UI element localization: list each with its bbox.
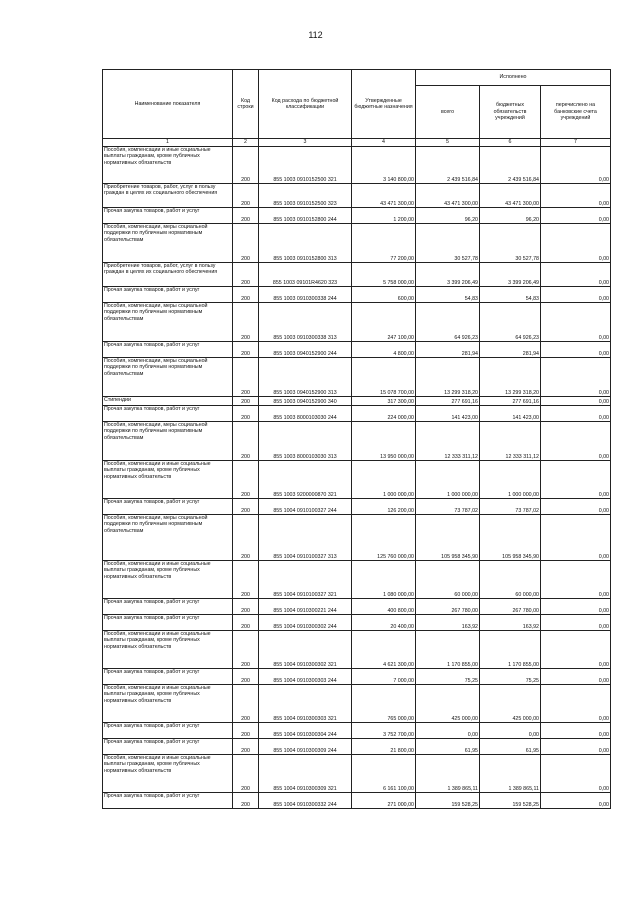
- column-number: 4: [352, 139, 416, 147]
- row-obligations: 1 389 865,11: [480, 755, 541, 793]
- table-row: [103, 147, 611, 184]
- row-executed-total: 2 439 516,84: [416, 147, 480, 184]
- row-transferred: 0,00: [541, 461, 611, 499]
- row-line-code: 200: [233, 793, 259, 809]
- row-line-code: 200: [233, 358, 259, 397]
- header-transferred: перечислено на банковские счета учреждений: [541, 86, 611, 139]
- row-obligations: 267 780,00: [480, 599, 541, 615]
- header-approved: Утвержденные бюджетные назначения: [352, 70, 416, 139]
- row-budget-code: 855 1004 0910300303 321: [259, 685, 352, 723]
- row-name: Прочая закупка товаров, работ и услуг: [103, 669, 233, 685]
- table-body: [103, 147, 611, 809]
- column-number: 2: [233, 139, 259, 147]
- row-name: Пособия, компенсации, меры социальной поддержки по публичным нормативным обязательствам: [103, 422, 233, 461]
- table-row: [103, 685, 611, 723]
- row-executed-total: 1 389 865,11: [416, 755, 480, 793]
- row-budget-code: 855 1003 8000103030 244: [259, 406, 352, 422]
- row-transferred: 0,00: [541, 599, 611, 615]
- row-executed-total: 159 528,25: [416, 793, 480, 809]
- table-row: [103, 723, 611, 739]
- row-obligations: 75,25: [480, 669, 541, 685]
- table-row: [103, 406, 611, 422]
- row-budget-code: 855 1004 0910100327 244: [259, 499, 352, 515]
- row-executed-total: 0,00: [416, 723, 480, 739]
- row-approved: 4 621 300,00: [352, 631, 416, 669]
- row-obligations: 64 926,23: [480, 303, 541, 342]
- row-name: Прочая закупка товаров, работ и услуг: [103, 208, 233, 224]
- row-executed-total: 61,95: [416, 739, 480, 755]
- table-row: [103, 263, 611, 287]
- row-budget-code: 855 1003 0910152800 244: [259, 208, 352, 224]
- row-transferred: 0,00: [541, 561, 611, 599]
- row-executed-total: 425 000,00: [416, 685, 480, 723]
- row-approved: 15 078 700,00: [352, 358, 416, 397]
- row-budget-code: 855 1003 0940152900 340: [259, 397, 352, 406]
- header-name: Наименование показателя: [103, 70, 233, 139]
- row-transferred: 0,00: [541, 685, 611, 723]
- row-line-code: 200: [233, 499, 259, 515]
- row-budget-code: 855 1004 0910300221 244: [259, 599, 352, 615]
- row-approved: 126 200,00: [352, 499, 416, 515]
- table-row: [103, 397, 611, 406]
- row-executed-total: 75,25: [416, 669, 480, 685]
- row-budget-code: 855 1003 0910152500 321: [259, 147, 352, 184]
- row-budget-code: 855 1003 0910152800 313: [259, 224, 352, 263]
- table-row: [103, 184, 611, 208]
- row-obligations: 13 299 318,20: [480, 358, 541, 397]
- table-row: [103, 755, 611, 793]
- row-obligations: 54,83: [480, 287, 541, 303]
- row-approved: 20 400,00: [352, 615, 416, 631]
- row-budget-code: 855 1004 0910100327 313: [259, 515, 352, 561]
- row-line-code: 200: [233, 397, 259, 406]
- header-line-code: Код строки: [233, 70, 259, 139]
- row-executed-total: 105 958 345,90: [416, 515, 480, 561]
- row-name: Прочая закупка товаров, работ и услуг: [103, 793, 233, 809]
- row-name: Пособия, компенсации и иные социальные выплаты гражданам, кроме публичных нормативных обязательств: [103, 631, 233, 669]
- table-row: [103, 615, 611, 631]
- row-name: Прочая закупка товаров, работ и услуг: [103, 599, 233, 615]
- row-line-code: 200: [233, 263, 259, 287]
- row-transferred: 0,00: [541, 342, 611, 358]
- row-line-code: 200: [233, 147, 259, 184]
- column-number: 3: [259, 139, 352, 147]
- row-name: Прочая закупка товаров, работ и услуг: [103, 723, 233, 739]
- column-number: 7: [541, 139, 611, 147]
- row-approved: 1 000 000,00: [352, 461, 416, 499]
- row-approved: 21 800,00: [352, 739, 416, 755]
- table-row: [103, 461, 611, 499]
- table-row: [103, 499, 611, 515]
- row-obligations: 277 691,16: [480, 397, 541, 406]
- row-approved: 600,00: [352, 287, 416, 303]
- table-row: [103, 303, 611, 342]
- row-name: Пособия, компенсации, меры социальной поддержки по публичным нормативным обязательствам: [103, 224, 233, 263]
- row-approved: 4 800,00: [352, 342, 416, 358]
- row-executed-total: 163,92: [416, 615, 480, 631]
- row-approved: 7 000,00: [352, 669, 416, 685]
- row-name: Прочая закупка товаров, работ и услуг: [103, 342, 233, 358]
- row-obligations: 30 527,78: [480, 224, 541, 263]
- header-executed: Исполнено: [416, 70, 611, 86]
- row-name: Приобретение товаров, работ, услуг в пользу граждан в целях их социального обеспечения: [103, 263, 233, 287]
- row-obligations: 73 787,02: [480, 499, 541, 515]
- row-transferred: 0,00: [541, 631, 611, 669]
- row-transferred: 0,00: [541, 303, 611, 342]
- row-name: Пособия, компенсации и иные социальные выплаты гражданам, кроме публичных нормативных обязательств: [103, 147, 233, 184]
- row-line-code: 200: [233, 342, 259, 358]
- row-name: Пособия, компенсации и иные социальные выплаты гражданам, кроме публичных нормативных обязательств: [103, 755, 233, 793]
- row-transferred: 0,00: [541, 499, 611, 515]
- row-obligations: 61,95: [480, 739, 541, 755]
- row-approved: 317 300,00: [352, 397, 416, 406]
- row-line-code: 200: [233, 515, 259, 561]
- row-budget-code: 855 1004 0910300309 244: [259, 739, 352, 755]
- column-number: 1: [103, 139, 233, 147]
- row-line-code: 200: [233, 615, 259, 631]
- row-obligations: 141 423,00: [480, 406, 541, 422]
- row-transferred: 0,00: [541, 147, 611, 184]
- row-executed-total: 43 471 300,00: [416, 184, 480, 208]
- row-name: Прочая закупка товаров, работ и услуг: [103, 287, 233, 303]
- row-budget-code: 855 1004 0910100327 321: [259, 561, 352, 599]
- row-transferred: 0,00: [541, 208, 611, 224]
- row-approved: 3 752 700,00: [352, 723, 416, 739]
- row-approved: 3 140 800,00: [352, 147, 416, 184]
- row-transferred: 0,00: [541, 287, 611, 303]
- row-executed-total: 12 333 311,12: [416, 422, 480, 461]
- row-line-code: 200: [233, 561, 259, 599]
- row-obligations: 425 000,00: [480, 685, 541, 723]
- row-budget-code: 855 1004 0910300304 244: [259, 723, 352, 739]
- row-executed-total: 3 399 206,49: [416, 263, 480, 287]
- row-line-code: 200: [233, 755, 259, 793]
- row-name: Приобретение товаров, работ, услуг в пользу граждан в целях их социального обеспечения: [103, 184, 233, 208]
- row-transferred: 0,00: [541, 515, 611, 561]
- row-name: Пособия, компенсации, меры социальной поддержки по публичным нормативным обязательствам: [103, 358, 233, 397]
- row-approved: 1 200,00: [352, 208, 416, 224]
- row-executed-total: 73 787,02: [416, 499, 480, 515]
- row-approved: 77 200,00: [352, 224, 416, 263]
- row-transferred: 0,00: [541, 793, 611, 809]
- row-approved: 271 000,00: [352, 793, 416, 809]
- row-approved: 224 000,00: [352, 406, 416, 422]
- table-row: [103, 208, 611, 224]
- table-row: [103, 793, 611, 809]
- row-executed-total: 60 000,00: [416, 561, 480, 599]
- row-transferred: 0,00: [541, 224, 611, 263]
- column-number: 6: [480, 139, 541, 147]
- table-row: [103, 224, 611, 263]
- row-budget-code: 855 1003 0940152900 313: [259, 358, 352, 397]
- row-executed-total: 30 527,78: [416, 224, 480, 263]
- row-budget-code: 855 1004 0910300302 244: [259, 615, 352, 631]
- row-budget-code: 855 1003 9200000870 321: [259, 461, 352, 499]
- row-transferred: 0,00: [541, 397, 611, 406]
- row-transferred: 0,00: [541, 184, 611, 208]
- row-name: Стипендии: [103, 397, 233, 406]
- row-line-code: 200: [233, 184, 259, 208]
- row-executed-total: 64 926,23: [416, 303, 480, 342]
- page-number: 112: [308, 30, 323, 40]
- table-row: [103, 358, 611, 397]
- row-line-code: 200: [233, 422, 259, 461]
- row-approved: 247 100,00: [352, 303, 416, 342]
- row-budget-code: 855 1004 0910300302 321: [259, 631, 352, 669]
- row-approved: 6 161 100,00: [352, 755, 416, 793]
- row-approved: 765 000,00: [352, 685, 416, 723]
- table-header: [103, 70, 611, 147]
- row-name: Прочая закупка товаров, работ и услуг: [103, 615, 233, 631]
- row-name: Пособия, компенсации, меры социальной поддержки по публичным нормативным обязательствам: [103, 303, 233, 342]
- row-transferred: 0,00: [541, 263, 611, 287]
- row-obligations: 2 439 516,84: [480, 147, 541, 184]
- row-obligations: 12 333 311,12: [480, 422, 541, 461]
- row-obligations: 0,00: [480, 723, 541, 739]
- row-line-code: 200: [233, 669, 259, 685]
- row-budget-code: 855 1003 0910300338 313: [259, 303, 352, 342]
- row-transferred: 0,00: [541, 755, 611, 793]
- row-name: Пособия, компенсации и иные социальные выплаты гражданам, кроме публичных нормативных обязательств: [103, 685, 233, 723]
- table-row: [103, 599, 611, 615]
- row-budget-code: 855 1004 0910300332 244: [259, 793, 352, 809]
- row-budget-code: 855 1004 0910300309 321: [259, 755, 352, 793]
- row-transferred: 0,00: [541, 723, 611, 739]
- row-obligations: 159 528,25: [480, 793, 541, 809]
- row-executed-total: 1 170 855,00: [416, 631, 480, 669]
- row-executed-total: 1 000 000,00: [416, 461, 480, 499]
- row-transferred: 0,00: [541, 406, 611, 422]
- header-total: всего: [416, 86, 480, 139]
- table-row: [103, 422, 611, 461]
- row-executed-total: 267 780,00: [416, 599, 480, 615]
- row-line-code: 200: [233, 685, 259, 723]
- row-executed-total: 96,20: [416, 208, 480, 224]
- row-obligations: 105 958 345,90: [480, 515, 541, 561]
- row-obligations: 1 170 855,00: [480, 631, 541, 669]
- row-approved: 43 471 300,00: [352, 184, 416, 208]
- row-budget-code: 855 1003 0940152900 244: [259, 342, 352, 358]
- row-approved: 125 760 000,00: [352, 515, 416, 561]
- header-budget-code: Код расхода по бюджетной классификации: [259, 70, 352, 139]
- row-transferred: 0,00: [541, 615, 611, 631]
- row-line-code: 200: [233, 723, 259, 739]
- row-budget-code: 855 1003 0910152500 323: [259, 184, 352, 208]
- row-executed-total: 54,83: [416, 287, 480, 303]
- row-executed-total: 141 423,00: [416, 406, 480, 422]
- row-name: Пособия, компенсации и иные социальные выплаты гражданам, кроме публичных нормативных обязательств: [103, 461, 233, 499]
- row-line-code: 200: [233, 599, 259, 615]
- table-row: [103, 739, 611, 755]
- row-line-code: 200: [233, 631, 259, 669]
- row-line-code: 200: [233, 303, 259, 342]
- row-obligations: 163,92: [480, 615, 541, 631]
- row-line-code: 200: [233, 461, 259, 499]
- row-transferred: 0,00: [541, 358, 611, 397]
- row-obligations: 60 000,00: [480, 561, 541, 599]
- row-name: Прочая закупка товаров, работ и услуг: [103, 406, 233, 422]
- row-name: Прочая закупка товаров, работ и услуг: [103, 499, 233, 515]
- row-transferred: 0,00: [541, 422, 611, 461]
- row-obligations: 281,94: [480, 342, 541, 358]
- row-executed-total: 13 299 318,20: [416, 358, 480, 397]
- row-budget-code: 855 1003 09101R4620 323: [259, 263, 352, 287]
- row-budget-code: 855 1003 0910300338 244: [259, 287, 352, 303]
- row-obligations: 3 399 206,49: [480, 263, 541, 287]
- header-obligations: бюджетных обязательств учреждений: [480, 86, 541, 139]
- row-approved: 5 758 000,00: [352, 263, 416, 287]
- row-transferred: 0,00: [541, 739, 611, 755]
- row-executed-total: 281,94: [416, 342, 480, 358]
- row-budget-code: 855 1003 8000103030 313: [259, 422, 352, 461]
- row-obligations: 96,20: [480, 208, 541, 224]
- budget-execution-table: [102, 69, 611, 809]
- row-name: Пособия, компенсации, меры социальной поддержки по публичным нормативным обязательствам: [103, 515, 233, 561]
- row-transferred: 0,00: [541, 669, 611, 685]
- column-number: 5: [416, 139, 480, 147]
- table-row: [103, 342, 611, 358]
- row-executed-total: 277 691,16: [416, 397, 480, 406]
- row-budget-code: 855 1004 0910300303 244: [259, 669, 352, 685]
- row-line-code: 200: [233, 406, 259, 422]
- table-row: [103, 287, 611, 303]
- row-line-code: 200: [233, 208, 259, 224]
- row-approved: 1 080 000,00: [352, 561, 416, 599]
- table-row: [103, 561, 611, 599]
- table-row: [103, 515, 611, 561]
- row-obligations: 1 000 000,00: [480, 461, 541, 499]
- row-obligations: 43 471 300,00: [480, 184, 541, 208]
- row-approved: 13 950 000,00: [352, 422, 416, 461]
- row-approved: 400 800,00: [352, 599, 416, 615]
- row-line-code: 200: [233, 224, 259, 263]
- table-row: [103, 631, 611, 669]
- table-row: [103, 669, 611, 685]
- row-line-code: 200: [233, 739, 259, 755]
- row-name: Пособия, компенсации и иные социальные выплаты гражданам, кроме публичных нормативных обязательств: [103, 561, 233, 599]
- row-name: Прочая закупка товаров, работ и услуг: [103, 739, 233, 755]
- row-line-code: 200: [233, 287, 259, 303]
